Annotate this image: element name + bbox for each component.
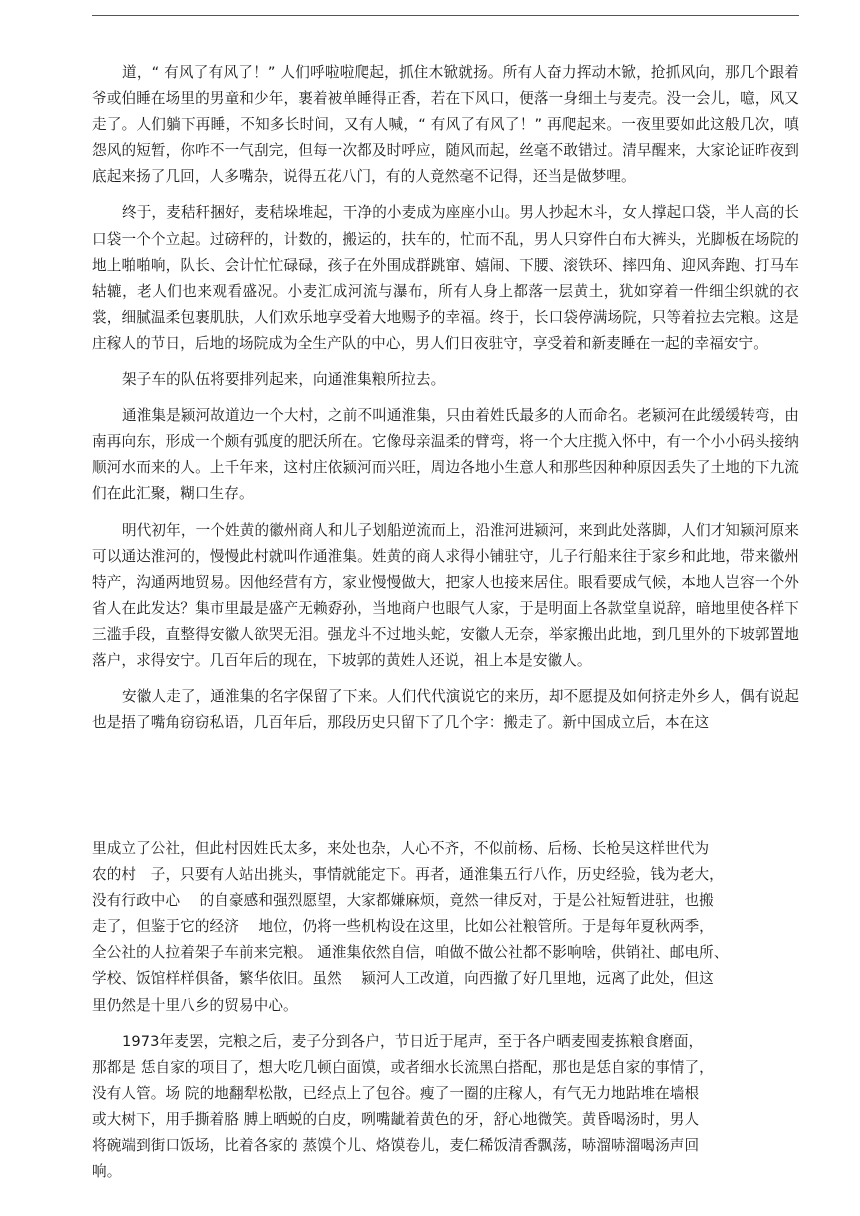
text-line: 里成立了公社，但此村因姓氏太多，来处也杂，人心不齐，不似前杨、后杨、长枪吴这样世代为 [92, 840, 710, 857]
paragraph [92, 1029, 742, 1186]
text-line: 响。 [92, 1163, 122, 1181]
text-line: 学校、饭馆样样俱备，繁华依旧。虽然 颍河人工改道，向西撤了好几里地，远离了此处，但这 [92, 970, 714, 988]
paragraph: 终于，麦秸秆捆好，麦秸垛堆起，干净的小麦成为座座小山。男人抄起木斗，女人撑起口袋，半人高的长口袋一个个立起。过磅秤的，计数的，搬运的，扶车的，忙而不乱，男人只穿件白布大裤头，光脚板在场院的地上啪啪响，队长、会计忙忙碌碌，孩子在外围成群跳窜、嬉闹、下腰、滚铁环、摔四角、迎风奔跑、打马车轱辘，老人们也来观看盛况。小麦汇成河流与瀑布，所有人身上都落一层黄土，犹如穿着一件细尘织就的衣裳，细腻温柔包裹肌肤，人们欢乐地享受着大地赐予的幸福。终于，长口袋停满场院，只等着拉去完粮。这是庄稼人的节日，后地的场院成为全生产队的中心，男人们日夜驻守，享受着和新麦睡在一起的幸福安宁。 [92, 204, 799, 352]
text-line: 那都是 恁自家的项目了，想大吃几顿白面馍，或者细水长流黑白搭配，那也是恁自家的事情了， [92, 1058, 714, 1076]
text-line: 将碗端到街口饭场，比着各家的 蒸馍个儿、烙馍卷儿，麦仁稀饭清香飘荡，哧溜哧溜喝汤声回 [92, 1137, 700, 1155]
paragraph: 道，“ 有风了有风了！” 人们呼啦啦爬起，抓住木锨就扬。所有人奋力挥动木锨，抢抓风向，那几个跟着爷或伯睡在场里的男童和少年，裹着被单睡得正香，若在下风口，便落一身细土与麦壳。没一会儿，噫，风又走了。人们躺下再睡，不知多长时间，又有人喊，“ 有风了有风了！” 再爬起来。一夜里要如此这般几次，嗔怨风的短暂，你咋不一气刮完，但每一次都及时呼应，随风而起，丝毫不敢错过。清早醒来，大家论证昨夜到底起来扬了几回，人多嘴杂，说得五花八门，有的人竟然毫不记得，还当是做梦哩。 [92, 64, 799, 186]
text-line: 全公社的人拉着架子车前来完粮。 通淮集依然自信，咱做不做公社都不影响啥，供销社、邮电所、 [92, 944, 729, 962]
text-line: 或大树下，用手撕着胳 膊上晒蜕的白皮，咧嘴龇着黄色的牙，舒心地微笑。黄昏喝汤时，男人 [92, 1110, 700, 1128]
text-line: 没有人管。场 院的地翻犁松散，已经点上了包谷。瘦了一圈的庄稼人，有气无力地跍堆在墙根 [92, 1084, 700, 1102]
header-rule [92, 15, 799, 16]
paragraph: 架子车的队伍将要排列起来，向通淮集粮所拉去。 [122, 371, 446, 389]
text-line: 没有行政中心 的自豪感和强烈愿望，大家都嫌麻烦，竟然一律反对，于是公社短暂进驻，也搬 [92, 892, 714, 910]
document-body-continued [92, 836, 742, 1185]
document-body [92, 60, 799, 736]
paragraph [92, 836, 742, 1019]
paragraph: 安徽人走了，通淮集的名字保留了下来。人们代代演说它的来历，却不愿提及如何挤走外乡人，偶有说起也是捂了嘴角窃窃私语，几百年后，那段历史只留下了几个字：搬走了。新中国成立后，本在这 [92, 688, 799, 732]
text-line: 走了，但鉴于它的经济 地位，仍将一些机构设在这里，比如公社粮管所。于是每年夏秋两季， [92, 918, 714, 936]
text-line: 1973年麦罢，完粮之后，麦子分到各户，节日近于尾声，至于各户晒麦囤麦拣粮食磨面， [122, 1032, 704, 1050]
paragraph: 通淮集是颍河故道边一个大村，之前不叫通淮集，只由着姓氏最多的人而命名。老颍河在此缓缓转弯，由南再向东，形成一个颇有弧度的肥沃所在。它像母亲温柔的臂弯，将一个大庄揽入怀中，有一个小小码头接纳顺河水而来的人。上千年来，这村庄依颍河而兴旺，周边各地小生意人和那些因种种原因丢失了土地的下九流们在此汇聚，糊口生存。 [92, 407, 799, 503]
paragraph: 明代初年，一个姓黄的徽州商人和儿子划船逆流而上，沿淮河进颍河，来到此处落脚，人们才知颍河原来可以通达淮河的，慢慢此村就叫作通淮集。姓黄的商人求得小铺驻守，儿子行船来往于家乡和此地，带来徽州特产，沟通两地贸易。因他经营有方，家业慢慢做大，把家人也接来居住。眼看要成气候，本地人岂容一个外省人在此发达？集市里最是盛产无赖孬孙，当地商户也眼气人家，于是明面上各款堂皇说辞，暗地里使各样下三滥手段，直整得安徽人欲哭无泪。强龙斗不过地头蛇，安徽人无奈，举家搬出此地，到几里外的下坡郭置地落户，求得安宁。几百年后的现在，下坡郭的黄姓人还说，祖上本是安徽人。 [92, 521, 799, 669]
text-line: 里仍然是十里八乡的贸易中心。 [92, 996, 298, 1014]
text-line: 农的村 子，只要有人站出挑头，事情就能定下。再者，通淮集五行八作，历史经验，钱为老大， [92, 866, 724, 884]
